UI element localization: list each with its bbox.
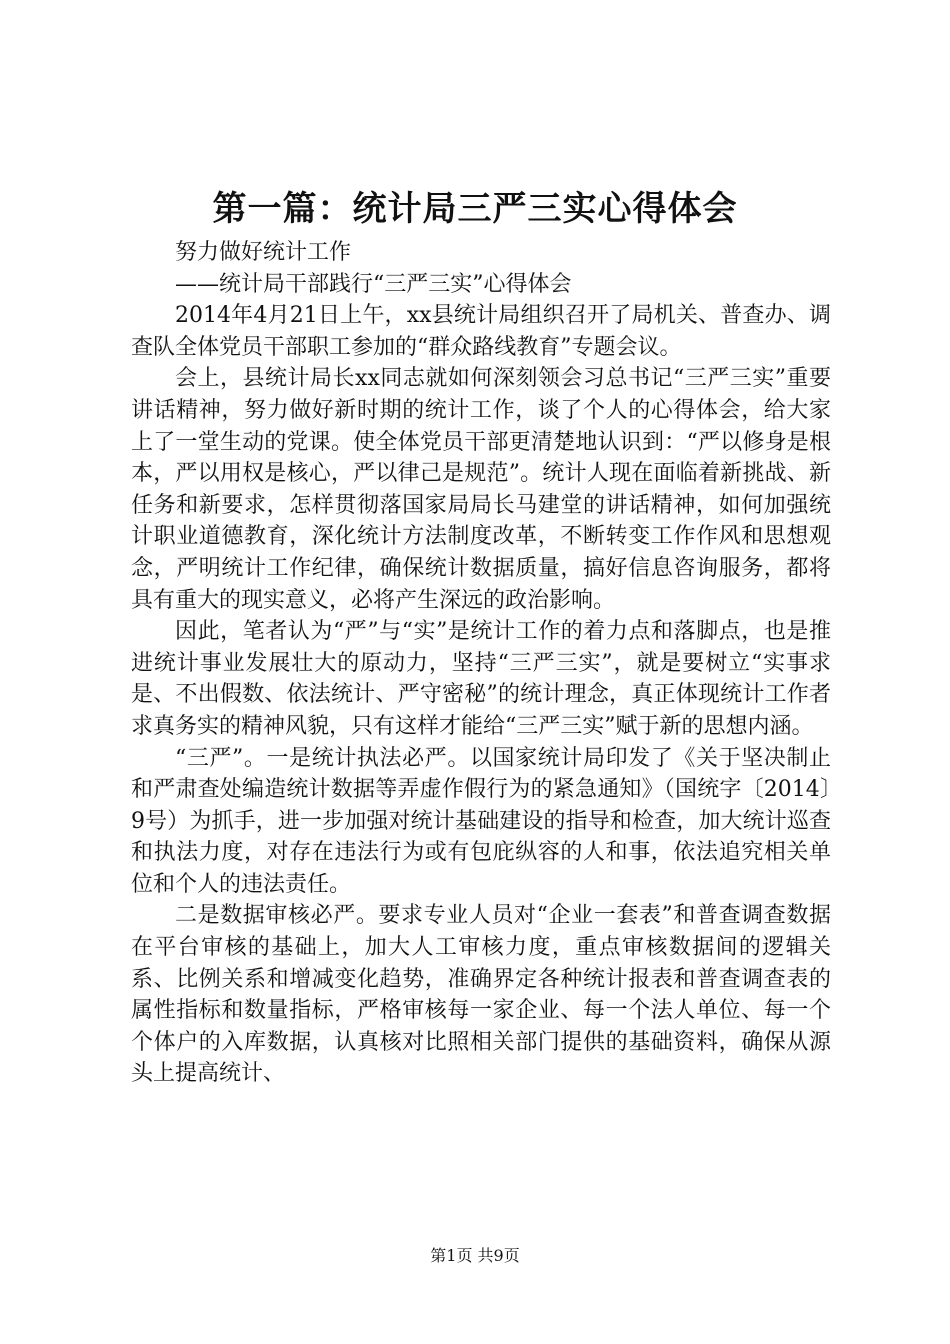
paragraph: 因此，笔者认为“严”与“实”是统计工作的着力点和落脚点，也是推进统计事业发展壮大的原动力，坚持“三严三实”，就是要树立“实事求是、不出假数、依法统计、严守密秘”的统计理念，真正体现统计工作者求真务实的精神风貌，只有这样才能给“三严三实”赋于新的思想内涵。 <box>131 619 831 739</box>
paragraph-subheading: ——统计局干部践行“三严三实”心得体会 <box>175 271 572 297</box>
paragraph: “三严”。一是统计执法必严。以国家统计局印发了《关于坚决制止和严肃查处编造统计数据等弄虚作假行为的紧急通知》（国统字〔2014〕9号）为抓手，进一步加强对统计基础建设的指导和检查，加大统计巡查和执法力度，对存在违法行为或有包庇纵容的人和事，依法追究相关单位和个人的违法责任。 <box>131 745 831 897</box>
paragraph: 二是数据审核必严。要求专业人员对“企业一套表”和普查调查数据在平台审核的基础上，加大人工审核力度，重点审核数据间的逻辑关系、比例关系和增减变化趋势，准确界定各种统计报表和普查调查表的属性指标和数量指标，严格审核每一家企业、每一个法人单位、每一个个体户的入库数据，认真核对比照相关部门提供的基础资料，确保从源头上提高统计、 <box>131 903 831 1087</box>
document-body <box>131 237 831 1090</box>
paragraph: 会上，县统计局长xx同志就如何深刻领会习总书记“三严三实”重要讲话精神，努力做好新时期的统计工作，谈了个人的心得体会，给大家上了一堂生动的党课。使全体党员干部更清楚地认识到：“严以修身是根本，严以用权是核心，严以律己是规范”。统计人现在面临着新挑战、新任务和新要求，怎样贯彻落国家局局长马建堂的讲话精神，如何加强统计职业道德教育，深化统计方法制度改革，不断转变工作作风和思想观念，严明统计工作纪律，确保统计数据质量，搞好信息咨询服务，都将具有重大的现实意义，必将产生深远的政治影响。 <box>131 366 831 613</box>
document-title: 第一篇：统计局三严三实心得体会 <box>212 189 738 229</box>
paragraph-subtitle: 努力做好统计工作 <box>175 240 352 265</box>
page-number-footer: 第1页 共9页 <box>430 1246 520 1265</box>
paragraph: 2014年4月21日上午，xx县统计局组织召开了局机关、普查办、调查队全体党员干部职工参加的“群众路线教育”专题会议。 <box>131 303 831 360</box>
